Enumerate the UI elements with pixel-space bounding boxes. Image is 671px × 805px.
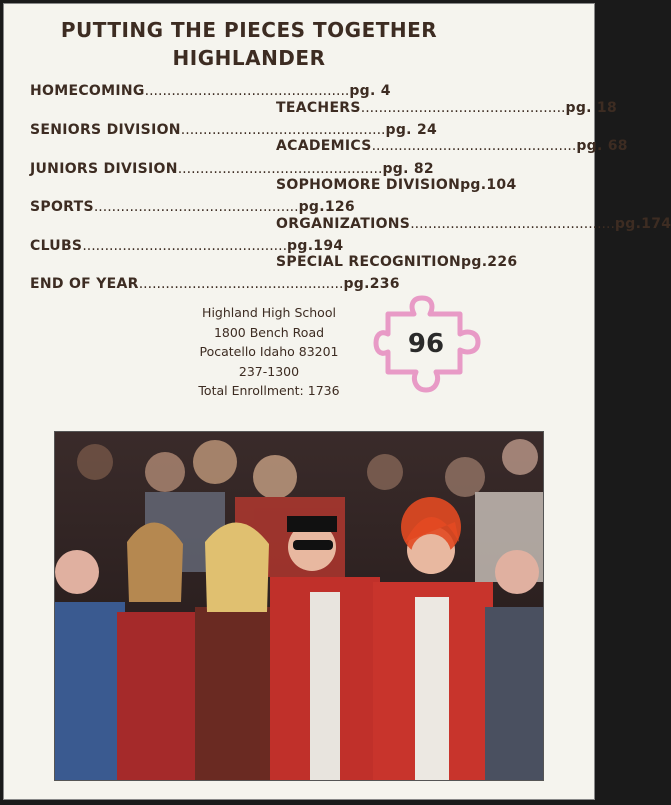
- toc-page: pg. 4: [349, 83, 391, 99]
- toc-page: pg.236: [343, 276, 400, 292]
- toc-label: SENIORS DIVISION: [30, 122, 181, 138]
- toc-leader: ..............................................: [177, 161, 383, 177]
- toc-entry[interactable]: [30, 199, 355, 215]
- school-name: Highland High School: [202, 305, 336, 320]
- year-badge: 96: [407, 329, 445, 359]
- toc-label: HOMECOMING: [30, 83, 145, 99]
- toc-leader: ..............................................: [180, 122, 386, 138]
- toc-page: pg. 82: [382, 161, 434, 177]
- toc-page: pg. 18: [565, 100, 618, 116]
- toc-entry[interactable]: [276, 100, 618, 116]
- title-line-2: HIGHLANDER: [172, 46, 326, 70]
- yearbook-page: [3, 3, 671, 800]
- toc-page: pg.194: [287, 238, 344, 254]
- toc-leader: ..............................................: [410, 216, 615, 232]
- toc-entry[interactable]: [30, 161, 434, 177]
- toc-entry[interactable]: [276, 138, 628, 154]
- toc-entry[interactable]: [30, 238, 344, 254]
- toc-entry[interactable]: [30, 276, 400, 292]
- school-info: [194, 303, 344, 401]
- toc-label: SPORTS: [30, 199, 94, 215]
- toc-label: CLUBS: [30, 238, 83, 254]
- toc-page: pg.104: [460, 177, 517, 193]
- toc-leader: ..............................................: [371, 138, 577, 154]
- toc-entry[interactable]: [276, 254, 518, 270]
- school-city: Pocatello Idaho 83201: [199, 344, 339, 359]
- toc-page: pg.126: [298, 199, 355, 215]
- school-enrollment: Total Enrollment: 1736: [198, 383, 340, 398]
- toc-label: END OF YEAR: [30, 276, 139, 292]
- toc-label: ACADEMICS: [276, 138, 372, 154]
- toc-label: SOPHOMORE DIVISION: [276, 177, 461, 193]
- toc-page: pg. 24: [385, 122, 438, 138]
- toc-entry[interactable]: [276, 216, 671, 232]
- toc-page: pg. 68: [576, 138, 628, 154]
- toc-label: ORGANIZATIONS: [276, 216, 411, 232]
- toc-entry[interactable]: [276, 177, 517, 193]
- toc-entry[interactable]: [30, 122, 438, 138]
- school-phone: 237-1300: [238, 363, 300, 379]
- toc-label: JUNIORS DIVISION: [30, 161, 178, 177]
- school-street: 1800 Bench Road: [213, 324, 325, 340]
- toc-leader: ..............................................: [144, 83, 350, 99]
- toc-entry[interactable]: [30, 83, 391, 99]
- toc-page: pg.226: [461, 254, 518, 270]
- toc-leader: ..............................................: [93, 199, 299, 215]
- toc-label: TEACHERS: [276, 100, 361, 116]
- title-line-1: PUTTING THE PIECES TOGETHER: [60, 18, 438, 42]
- toc-leader: ..............................................: [138, 276, 344, 292]
- toc-label: SPECIAL RECOGNITION: [276, 254, 462, 270]
- toc-page: pg.174: [614, 216, 671, 232]
- toc-leader: ..............................................: [360, 100, 566, 116]
- toc-leader: ..............................................: [82, 238, 288, 254]
- cheering-students-photo: [54, 431, 544, 781]
- crowd-illustration: [55, 432, 543, 780]
